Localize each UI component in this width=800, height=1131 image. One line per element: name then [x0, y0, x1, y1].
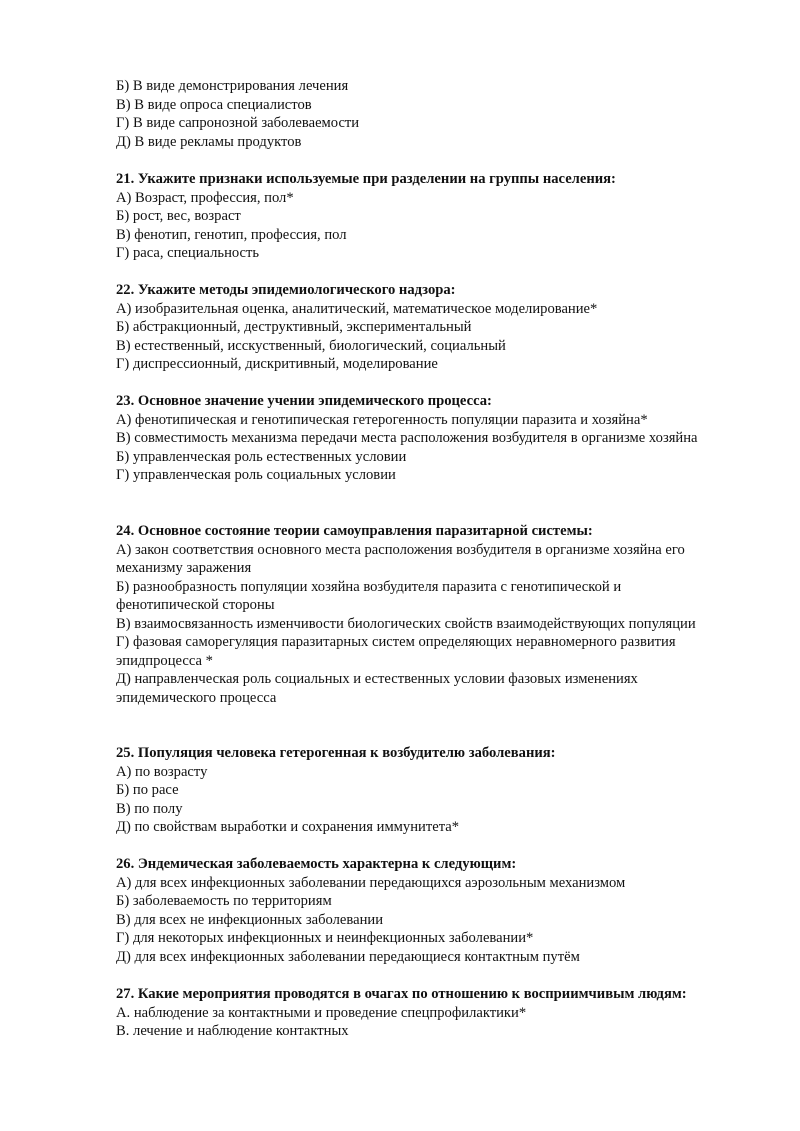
option: Б) абстракционный, деструктивный, экспериментальный	[116, 319, 472, 335]
option: Г) диспрессионный, дискритивный, моделирование	[116, 356, 438, 372]
option: Б) управленческая роль естественных условии	[116, 448, 407, 465]
question-title: 24. Основное состояние теории самоуправления паразитарной системы:	[116, 523, 593, 539]
option: А) Возраст, профессия, пол*	[116, 189, 294, 206]
option: Г) фазовая саморегуляция паразитарных систем определяющих неравномерного развития эпидпроцесса *	[116, 634, 676, 669]
option: Б) разнообразность популяции хозяйна возбудителя паразита с генотипической и фенотипической стороны	[116, 578, 622, 613]
option: Д) по свойствам выработки и сохранения иммунитета*	[116, 819, 460, 835]
intro-options	[116, 77, 766, 151]
question-title: 21. Укажите признаки используемые при разделении на группы населения:	[116, 171, 616, 187]
option: В) В виде опроса специалистов	[116, 96, 312, 113]
question-title: 27. Какие мероприятия проводятся в очагах по отношению к восприимчивым людям:	[116, 986, 687, 1002]
question-22	[116, 281, 766, 374]
question-26	[116, 855, 766, 966]
question-title: 22. Укажите методы эпидемиологического надзора:	[116, 282, 456, 298]
option: В) совместимость механизма передачи места расположения возбудителя в организме хозяйна	[116, 430, 698, 446]
option: Б) заболеваемость по территориям	[116, 893, 332, 909]
option: А. наблюдение за контактными и проведение спецпрофилактики*	[116, 1004, 527, 1021]
option: В. лечение и наблюдение контактных	[116, 1023, 349, 1039]
option: В) фенотип, генотип, профессия, пол	[116, 226, 347, 243]
question-24	[116, 522, 766, 707]
option: А) для всех инфекционных заболевании передающихся аэрозольным механизмом	[116, 874, 626, 891]
option: А) фенотипическая и генотипическая гетерогенность популяции паразита и хозяйна*	[116, 411, 648, 428]
question-title: 23. Основное значение учении эпидемического процесса:	[116, 393, 492, 409]
option: А) закон соответствия основного места расположения возбудителя в организме хозяйна его механизму заражения	[116, 541, 685, 576]
option: Г) В виде сапронозной заболеваемости	[116, 115, 360, 131]
option: А) изобразительная оценка, аналитический, математическое моделирование*	[116, 300, 598, 317]
question-23	[116, 392, 766, 485]
option: Г) управленческая роль социальных условии	[116, 467, 396, 483]
option: Б) рост, вес, возраст	[116, 208, 241, 224]
question-21	[116, 170, 766, 263]
option: Д) В виде рекламы продуктов	[116, 133, 302, 150]
option: Г) для некоторых инфекционных и неинфекционных заболевании*	[116, 930, 534, 946]
option: В) для всех не инфекционных заболевании	[116, 911, 384, 928]
option: В) по полу	[116, 800, 183, 817]
option: А) по возрасту	[116, 763, 208, 780]
question-25	[116, 744, 766, 837]
question-title: 25. Популяция человека гетерогенная к возбудителю заболевания:	[116, 745, 556, 761]
option: Д) для всех инфекционных заболевании передающиеся контактным путём	[116, 948, 580, 965]
option: Б) по расе	[116, 782, 179, 798]
question-27	[116, 985, 766, 1041]
option: Б) В виде демонстрирования лечения	[116, 78, 349, 94]
option: Д) направленческая роль социальных и естественных условии фазовых изменениях эпидемического процесса	[116, 671, 638, 706]
option: В) взаимосвязанность изменчивости биологических свойств взаимодействующих популяции	[116, 615, 696, 632]
option: В) естественный, исскуственный, биологический, социальный	[116, 337, 506, 354]
option: Г) раса, специальность	[116, 245, 260, 261]
question-title: 26. Эндемическая заболеваемость характерна к следующим:	[116, 856, 517, 872]
